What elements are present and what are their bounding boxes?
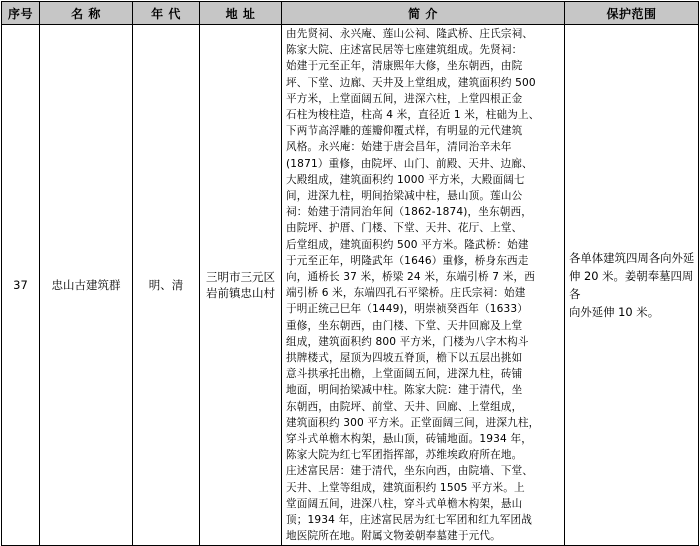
header-address: 地 址 xyxy=(200,2,282,25)
cell-num: 37 xyxy=(2,25,40,546)
header-intro: 简 介 xyxy=(282,2,565,25)
cell-protection xyxy=(565,25,699,546)
header-name: 名 称 xyxy=(40,2,133,25)
table-row xyxy=(2,25,699,546)
intro-text: 由先贤祠、永兴庵、莲山公祠、隆武桥、庄氏宗祠、 陈家大院、庄述富民居等七座建筑组成。先贤祠： 始建于元至正年，清康熙年大修，坐东朝西，由院 坪、下堂、边廊、天井及上堂组成，建筑面积约 500 平方米，上堂面阔五间，进深六柱，上堂四根正金 石柱为梭柱造，柱高 4 米，直径近 1 米，柱础为上、 下两节高浮雕的莲瓣仰覆式样，有明显的元代建筑 风格。永兴庵：始建于唐会昌年，清同治辛未年 (1871）重修，由院坪、山门、前殿、天井、边廊、 大殿组成，建筑面积约 1000 平方米，大殿面阔七 间，进深九柱，明间抬梁减中柱，悬山顶。莲山公 祠：始建于清同治年间（1862-1874)，坐东朝西， 由院坪、护厝、门楼、下堂、天井、花厅、上堂、 后堂组成，建筑面积约 500 平方米。隆武桥：始建 于元至正年，明隆武年（1646）重修，桥身东西走 向，通桥长 37 米，桥梁 24 米，东端引桥 7 米，西 端引桥 6 米，东端四孔石平梁桥。庄氏宗祠：始建 于明正统己巳年（1449)，明崇祯癸酉年（1633） 重修，坐东朝西，由门楼、下堂、天井回廊及上堂 组成，建筑面积约 800 平方米，门楼为八字木构斗 拱牌楼式，屋顶为四坡五脊顶，檐下以五层出挑如 意斗拱承托出檐，上堂面阔五间，进深九柱，砖铺 地面，明间抬梁减中柱。陈家大院：建于清代，坐 东朝西，由院坪、前堂、天井、回廊、上堂组成， 建筑面积约 300 平方米。正堂面阔三间，进深九柱， 穿斗式单檐木构架，悬山顶，砖铺地面。1934 年， 陈家大院为红七军团指挥部，苏维埃政府所在地。 庄述富民居：建于清代，坐东向西，由院墙、下堂、 天井、上堂等组成，建筑面积约 1505 平方米。上 堂面阔五间，进深八柱，穿斗式单檐木构架，悬山 顶；1934 年，庄述富民居为红七军团和红九军团战 地医院所在地。附属文物姜朝奉墓建于元代。 xyxy=(286,28,540,543)
header-row xyxy=(2,2,699,25)
cell-address xyxy=(200,25,282,546)
protection-text: 各单体建筑四周各向外延 伸 20 米。姜朝奉墓四周各 向外延伸 10 米。 xyxy=(569,250,695,319)
header-era: 年 代 xyxy=(133,2,200,25)
header-num: 序号 xyxy=(2,2,40,25)
header-protection: 保护范围 xyxy=(565,2,699,25)
cell-era: 明、清 xyxy=(133,25,200,546)
cell-name: 忠山古建筑群 xyxy=(40,25,133,546)
heritage-table xyxy=(1,1,699,546)
address-text: 三明市三元区 岩前镇忠山村 xyxy=(206,269,275,300)
cell-intro xyxy=(282,25,565,546)
